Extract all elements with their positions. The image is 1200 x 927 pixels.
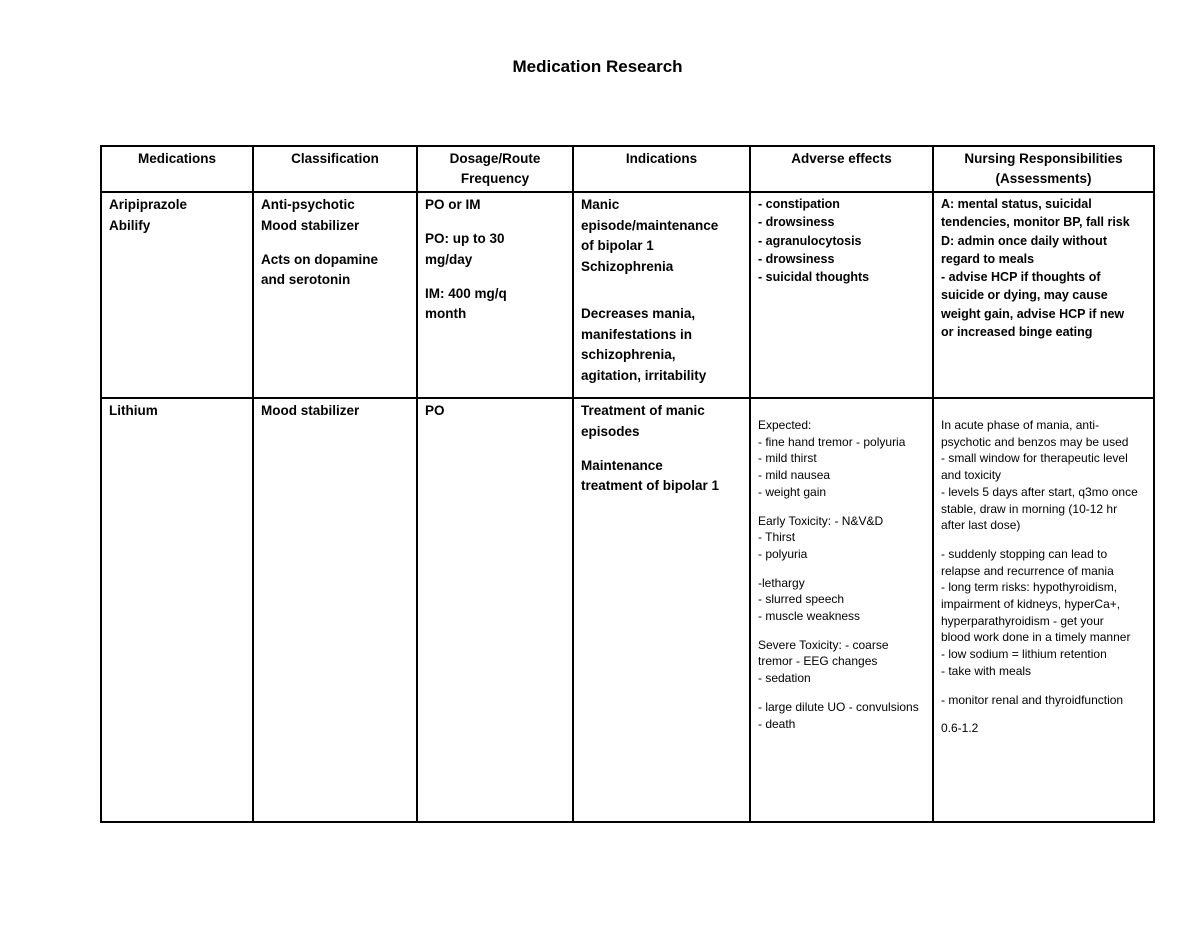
cell-line: - monitor renal and thyroidfunction (941, 692, 1124, 707)
cell-line (941, 534, 1149, 546)
cell-line: after last dose) (941, 518, 1021, 533)
cell-line: agitation, irritability (581, 367, 707, 383)
header-classification: Classification (253, 146, 417, 192)
cell-line: and toxicity (941, 468, 1002, 483)
cell-line: - mild nausea (758, 468, 831, 483)
dosage-cell (417, 398, 573, 822)
dosage-cell (417, 192, 573, 398)
header-indications: Indications (573, 146, 750, 192)
cell-line: episodes (581, 423, 640, 439)
cell-line: 0.6-1.2 (941, 721, 979, 736)
cell-line: Mood stabilizer (261, 403, 360, 418)
cell-line: relapse and recurrence of mania (941, 563, 1114, 578)
indications-cell (573, 398, 750, 822)
cell-line: Early Toxicity: - N&V&D (758, 513, 884, 528)
cell-line: PO or IM (425, 197, 481, 212)
cell-line: Mood stabilizer (261, 217, 360, 233)
cell-line: Aripiprazole (109, 197, 188, 212)
cell-line (261, 236, 412, 250)
cell-line: psychotic and benzos may be used (941, 434, 1129, 449)
cell-line: - death (758, 716, 796, 731)
cell-line: - long term risks: hypothyroidism, (941, 580, 1118, 595)
cell-line: schizophrenia, (581, 347, 676, 362)
header-row (101, 146, 1154, 192)
header-dosage-route-frequency: Dosage/Route Frequency (417, 146, 573, 192)
cell-line: In acute phase of mania, anti- (941, 418, 1100, 432)
cell-line: manifestations in (581, 326, 693, 342)
cell-line: - weight gain (758, 484, 827, 499)
cell-line: - drowsiness (758, 251, 835, 266)
cell-line: Lithium (109, 403, 158, 418)
cell-line: month (425, 306, 467, 321)
cell-line: - levels 5 days after start, q3mo once (941, 484, 1138, 499)
cell-line: - slurred speech (758, 592, 845, 607)
cell-line: Abilify (109, 217, 151, 233)
cell-line: mg/day (425, 251, 473, 267)
cell-line: - Thirst (758, 530, 796, 545)
cell-line: tremor - EEG changes (758, 654, 878, 669)
cell-line: suicide or dying, may cause (941, 288, 1108, 303)
cell-line: treatment of bipolar 1 (581, 478, 720, 493)
table-row (101, 398, 1154, 822)
classification-cell (253, 192, 417, 398)
cell-line (941, 708, 1149, 720)
classification-cell (253, 398, 417, 822)
nursing-cell (933, 398, 1154, 822)
cell-line (758, 563, 928, 575)
cell-line: blood work done in a timely manner (941, 630, 1131, 645)
cell-line: - large dilute UO - convulsions (758, 699, 919, 714)
cell-line: impairment of kidneys, hyperCa+, (941, 597, 1121, 612)
cell-line: - constipation (758, 197, 840, 211)
cell-line: tendencies, monitor BP, fall risk (941, 215, 1130, 230)
cell-line (758, 687, 928, 699)
cell-line (941, 680, 1149, 692)
cell-line: Expected: (758, 418, 812, 432)
cell-line: and serotonin (261, 272, 351, 287)
cell-line: PO (425, 403, 445, 418)
cell-line: Anti-psychotic (261, 197, 355, 212)
cell-line: A: mental status, suicidal (941, 197, 1092, 211)
cell-line: weight gain, advise HCP if new (941, 306, 1125, 321)
cell-line: - suicidal thoughts (758, 270, 870, 285)
cell-line: - suddenly stopping can lead to (941, 546, 1108, 561)
cell-line: PO: up to 30 (425, 231, 505, 246)
adverse-effects-cell (750, 192, 933, 398)
cell-line: of bipolar 1 (581, 238, 654, 253)
cell-line: - sedation (758, 671, 811, 686)
header-nursing-responsibilities: Nursing Responsibilities (Assessments) (933, 146, 1154, 192)
header-medications: Medications (101, 146, 253, 192)
cell-line (581, 442, 745, 456)
nursing-cell (933, 192, 1154, 398)
cell-line (425, 216, 568, 230)
cell-line: D: admin once daily without (941, 233, 1107, 248)
page-title: Medication Research (512, 57, 683, 76)
cell-line (425, 270, 568, 284)
cell-line: - muscle weakness (758, 609, 861, 624)
cell-line: IM: 400 mg/q (425, 285, 507, 301)
cell-line: episode/maintenance (581, 217, 719, 233)
cell-line: - agranulocytosis (758, 233, 862, 248)
cell-line: - advise HCP if thoughts of (941, 270, 1101, 285)
cell-line: - take with meals (941, 663, 1032, 678)
cell-line: - polyuria (758, 546, 808, 561)
medication-cell (101, 398, 253, 822)
cell-line: Treatment of manic (581, 403, 705, 418)
cell-line: - drowsiness (758, 215, 835, 230)
indications-cell (573, 192, 750, 398)
cell-line (758, 501, 928, 513)
cell-line: Manic (581, 197, 620, 212)
cell-line (581, 291, 745, 305)
cell-line: regard to meals (941, 251, 1035, 266)
cell-line: -lethargy (758, 575, 805, 590)
medication-cell (101, 192, 253, 398)
cell-line: or increased binge eating (941, 325, 1093, 340)
medication-table (100, 145, 1155, 823)
cell-line: - mild thirst (758, 451, 817, 466)
cell-line: hyperparathyroidism - get your (941, 613, 1104, 628)
cell-line: Acts on dopamine (261, 251, 379, 267)
cell-line: - low sodium = lithium retention (941, 647, 1107, 662)
cell-line: stable, draw in morning (10-12 hr (941, 501, 1118, 516)
table-row (101, 192, 1154, 398)
cell-line (581, 277, 745, 291)
cell-line: Decreases mania, (581, 306, 696, 321)
cell-line: - small window for therapeutic level (941, 451, 1128, 466)
cell-line: Severe Toxicity: - coarse (758, 637, 889, 652)
cell-line: - fine hand tremor - polyuria (758, 434, 906, 449)
adverse-effects-cell (750, 398, 933, 822)
cell-line: Schizophrenia (581, 258, 674, 274)
cell-line: Maintenance (581, 457, 663, 473)
cell-line (758, 625, 928, 637)
header-adverse-effects: Adverse effects (750, 146, 933, 192)
